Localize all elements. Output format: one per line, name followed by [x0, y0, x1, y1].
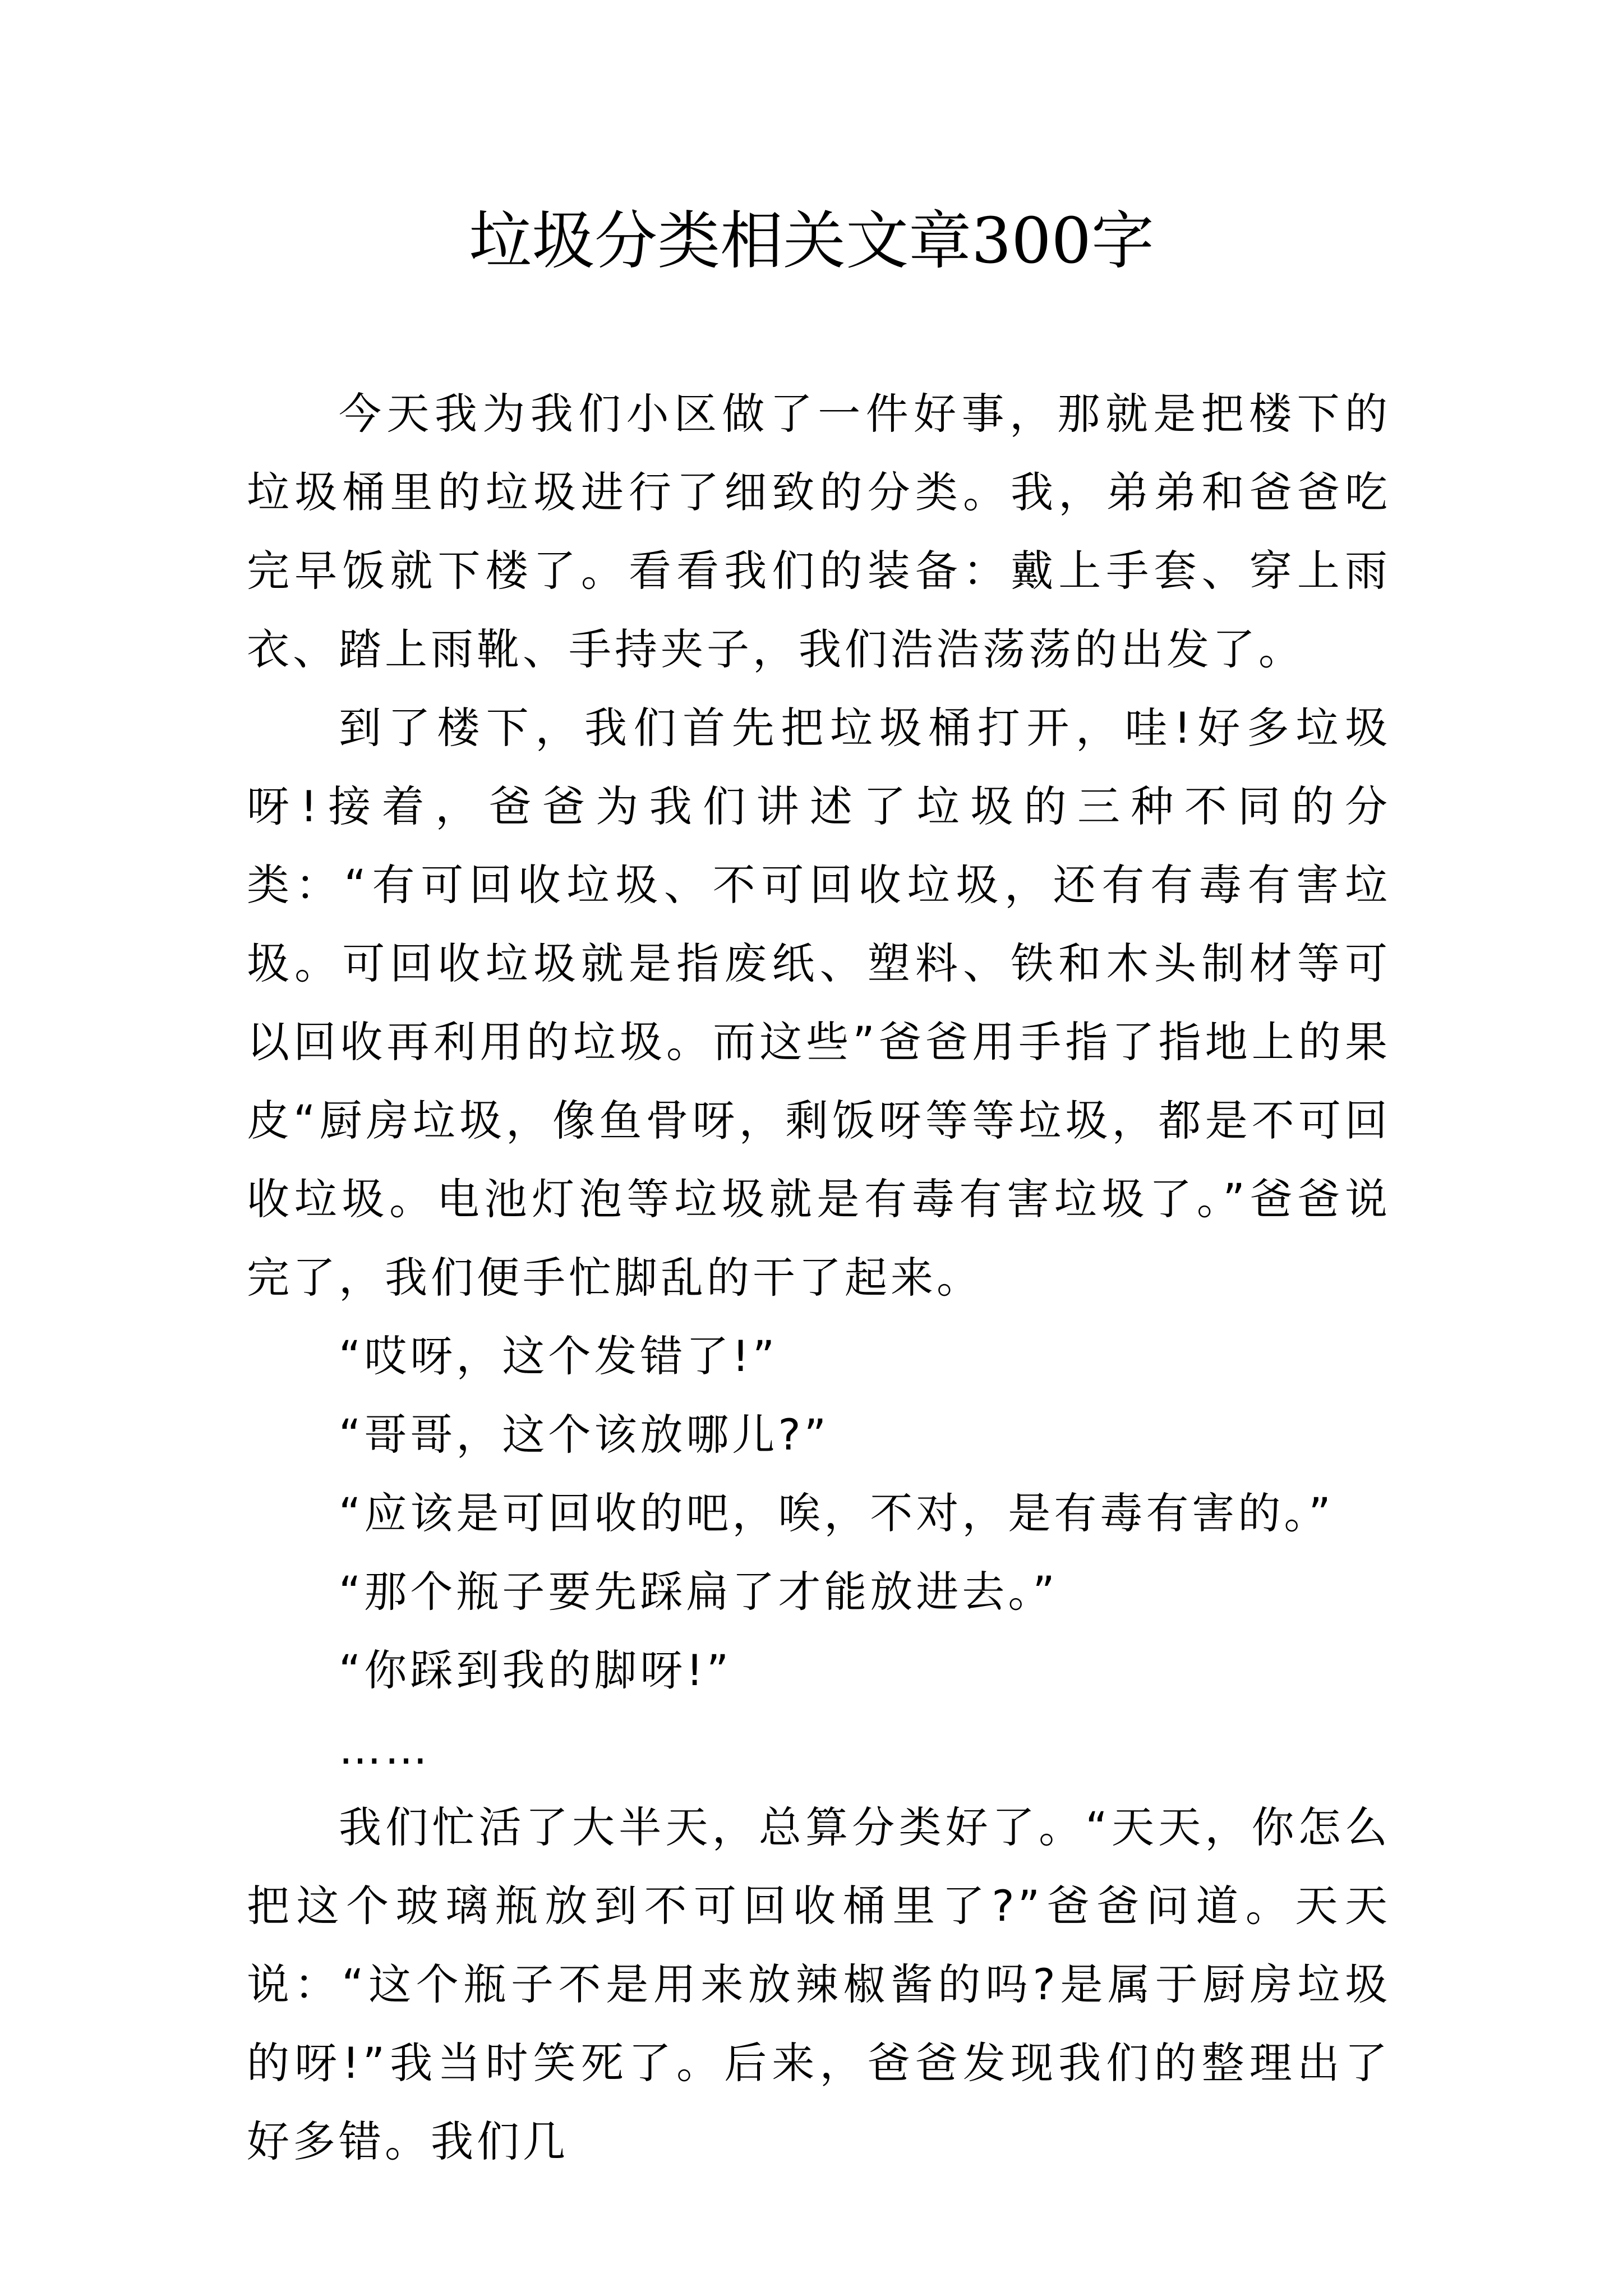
paragraph-1: 今天我为我们小区做了一件好事，那就是把楼下的垃圾桶里的垃圾进行了细致的分类。我，弟弟和爸爸吃完早饭就下楼了。看看我们的装备：戴上手套、穿上雨衣、踏上雨靴、手持夹子，我们浩浩荡荡的出发了。 [247, 389, 1391, 674]
ellipsis-line: …… [339, 1724, 431, 1774]
document-title: 垃圾分类相关文章300字 [469, 205, 1154, 278]
document-body [247, 375, 1391, 2181]
paragraph-2: 到了楼下，我们首先把垃圾桶打开，哇!好多垃圾呀!接着，爸爸为我们讲述了垃圾的三种不同的分类：“有可回收垃圾、不可回收垃圾，还有有毒有害垃圾。可回收垃圾就是指废纸、塑料、铁和木头制材等可以回收再利用的垃圾。而这些”爸爸用手指了指地上的果皮“厨房垃圾，像鱼骨呀，剩饭呀等等垃圾，都是不可回收垃圾。电池灯泡等垃圾就是有毒有害垃圾了。”爸爸说完了，我们便手忙脚乱的干了起来。 [247, 703, 1391, 1303]
paragraph-3: 我们忙活了大半天，总算分类好了。“天天，你怎么把这个玻璃瓶放到不可回收桶里了?”爸爸问道。天天说：“这个瓶子不是用来放辣椒酱的吗?是属于厨房垃圾的呀!”我当时笑死了。后来，爸爸发现我们的整理出了好多错。我们几 [247, 1802, 1391, 2166]
dialog-line-5: “你踩到我的脚呀!” [339, 1645, 732, 1695]
dialog-line-2: “哥哥，这个该放哪儿?” [339, 1410, 830, 1460]
dialog-line-3: “应该是可回收的吧，唉，不对，是有毒有害的。” [339, 1488, 1334, 1538]
dialog-line-4: “那个瓶子要先踩扁了才能放进去。” [339, 1567, 1058, 1617]
dialog-line-1: “哎呀，这个发错了!” [339, 1331, 778, 1381]
